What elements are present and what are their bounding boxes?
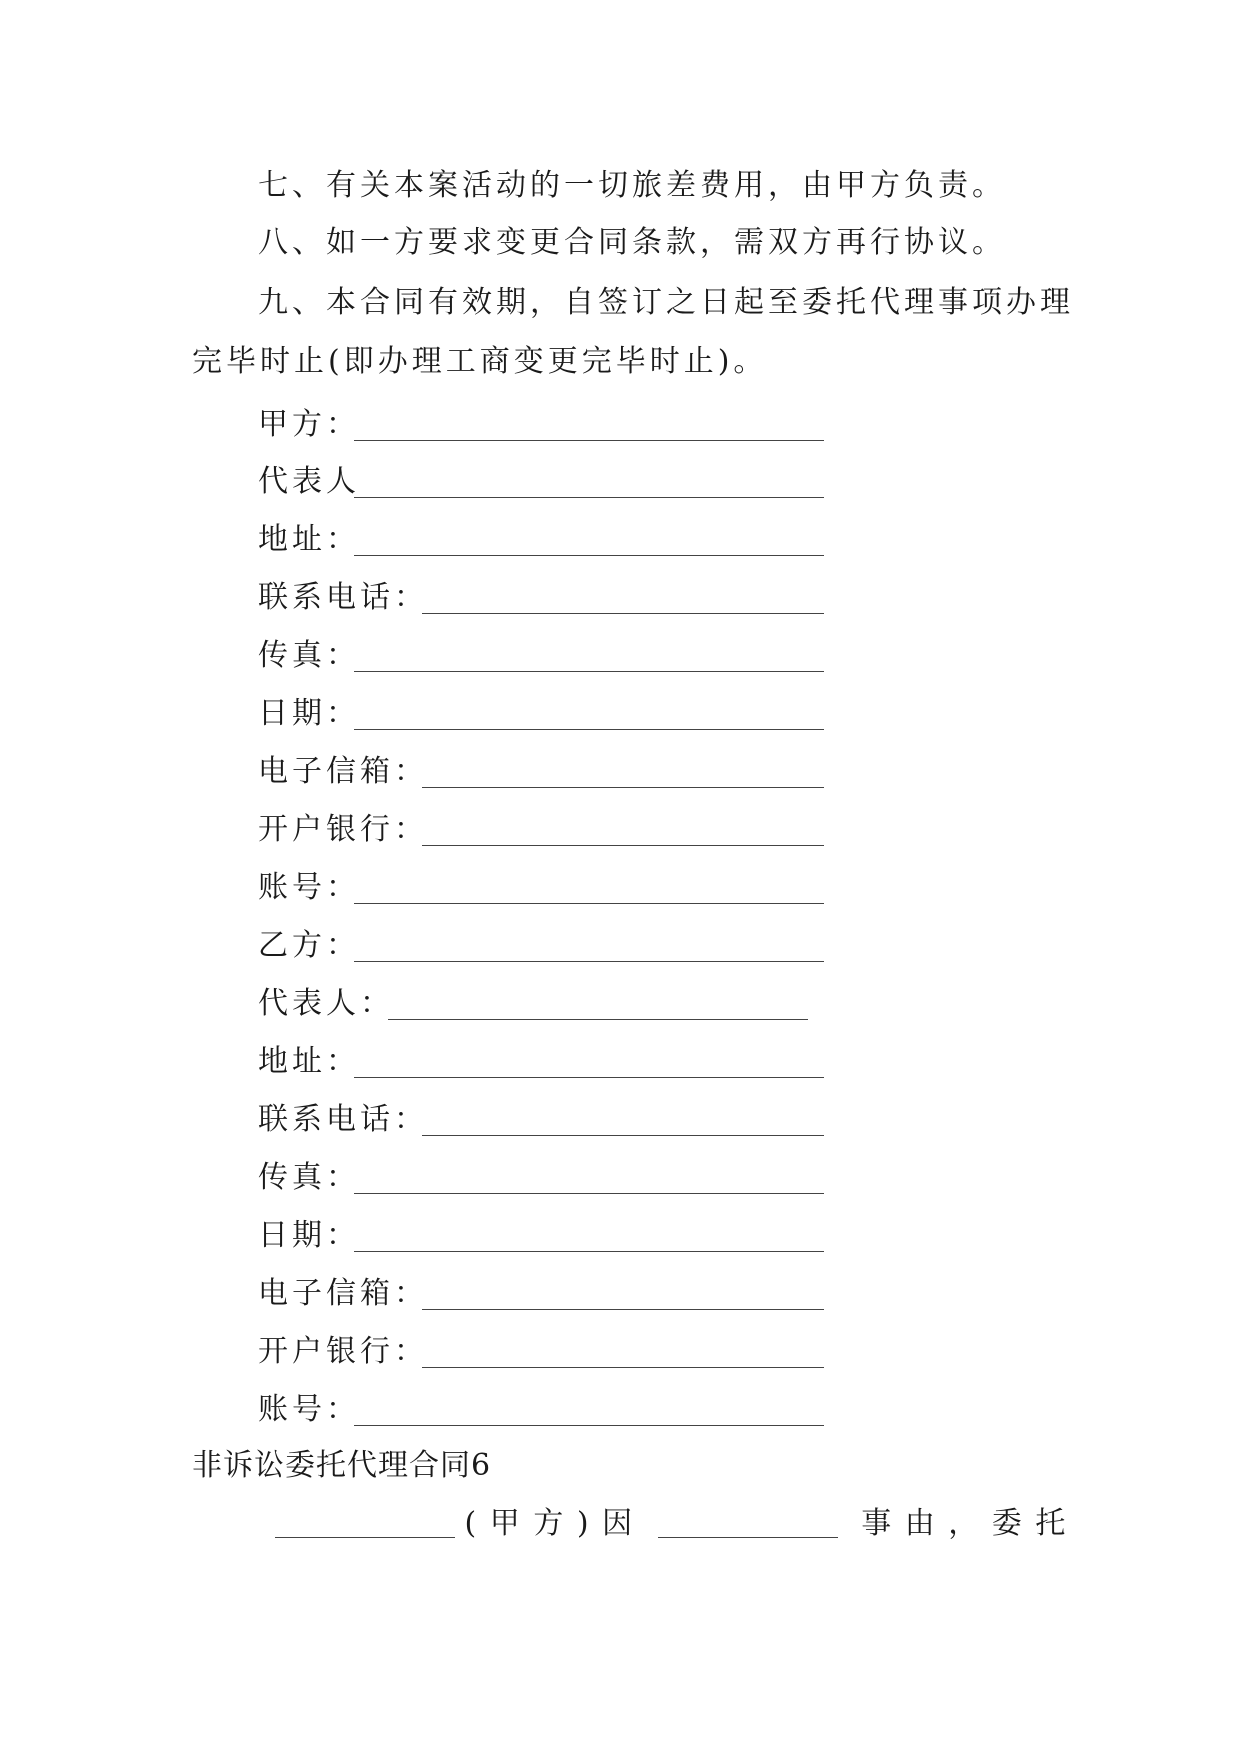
party-a-reason-text: ( 甲 方 ) 因 <box>464 1506 635 1541</box>
party-b-email-blank[interactable] <box>422 1309 824 1310</box>
clause-9-line-1: 九、本合同有效期，自签订之日起至委托代理事项办理 <box>258 285 1074 320</box>
party-a-address-label: 地址： <box>258 522 360 557</box>
party-b-fax-blank[interactable] <box>354 1193 824 1194</box>
clause-9-line-2: 完毕时止(即办理工商变更完毕时止)。 <box>192 344 768 379</box>
party-b-bank-label: 开户银行： <box>258 1334 428 1369</box>
party-a-account-label: 账号： <box>258 870 360 905</box>
party-b-date-blank[interactable] <box>354 1251 824 1252</box>
reason-blank[interactable] <box>658 1507 838 1538</box>
party-a-email-label: 电子信箱： <box>258 754 428 789</box>
party-b-address-blank[interactable] <box>354 1077 824 1078</box>
party-b-email-label: 电子信箱： <box>258 1276 428 1311</box>
party-b-label: 乙方： <box>258 928 360 963</box>
party-b-date-label: 日期： <box>258 1218 360 1253</box>
next-contract-opening-line <box>275 1504 1067 1544</box>
party-a-date-label: 日期： <box>258 696 360 731</box>
party-a-bank-label: 开户银行： <box>258 812 428 847</box>
party-a-phone-blank[interactable] <box>422 613 824 614</box>
clause-8: 八、如一方要求变更合同条款，需双方再行协议。 <box>258 225 1006 260</box>
party-b-phone-blank[interactable] <box>422 1135 824 1136</box>
party-b-address-label: 地址： <box>258 1044 360 1079</box>
party-a-account-blank[interactable] <box>354 903 824 904</box>
party-a-name-blank[interactable] <box>354 440 824 441</box>
party-a-phone-label: 联系电话： <box>258 580 428 615</box>
party-a-address-blank[interactable] <box>354 555 824 556</box>
party-b-fax-label: 传真： <box>258 1160 360 1195</box>
party-a-fax-blank[interactable] <box>354 671 824 672</box>
party-a-blank[interactable] <box>275 1507 455 1538</box>
party-b-bank-blank[interactable] <box>422 1367 824 1368</box>
party-a-fax-label: 传真： <box>258 638 360 673</box>
party-a-rep-label: 代表人 <box>258 464 360 499</box>
party-b-account-label: 账号： <box>258 1392 360 1427</box>
party-a-email-blank[interactable] <box>422 787 824 788</box>
party-b-account-blank[interactable] <box>354 1425 824 1426</box>
party-a-label: 甲方： <box>258 407 360 442</box>
party-b-rep-blank[interactable] <box>388 1019 808 1020</box>
party-b-phone-label: 联系电话： <box>258 1102 428 1137</box>
party-a-bank-blank[interactable] <box>422 845 824 846</box>
clause-7: 七、有关本案活动的一切旅差费用，由甲方负责。 <box>258 168 1006 203</box>
party-b-rep-label: 代表人： <box>258 986 394 1021</box>
reason-entrust-text: 事 由 ， 委 托 <box>861 1506 1068 1541</box>
party-a-rep-blank[interactable] <box>354 497 824 498</box>
party-a-date-blank[interactable] <box>354 729 824 730</box>
next-contract-title: 非诉讼委托代理合同6 <box>192 1448 492 1483</box>
party-b-name-blank[interactable] <box>354 961 824 962</box>
